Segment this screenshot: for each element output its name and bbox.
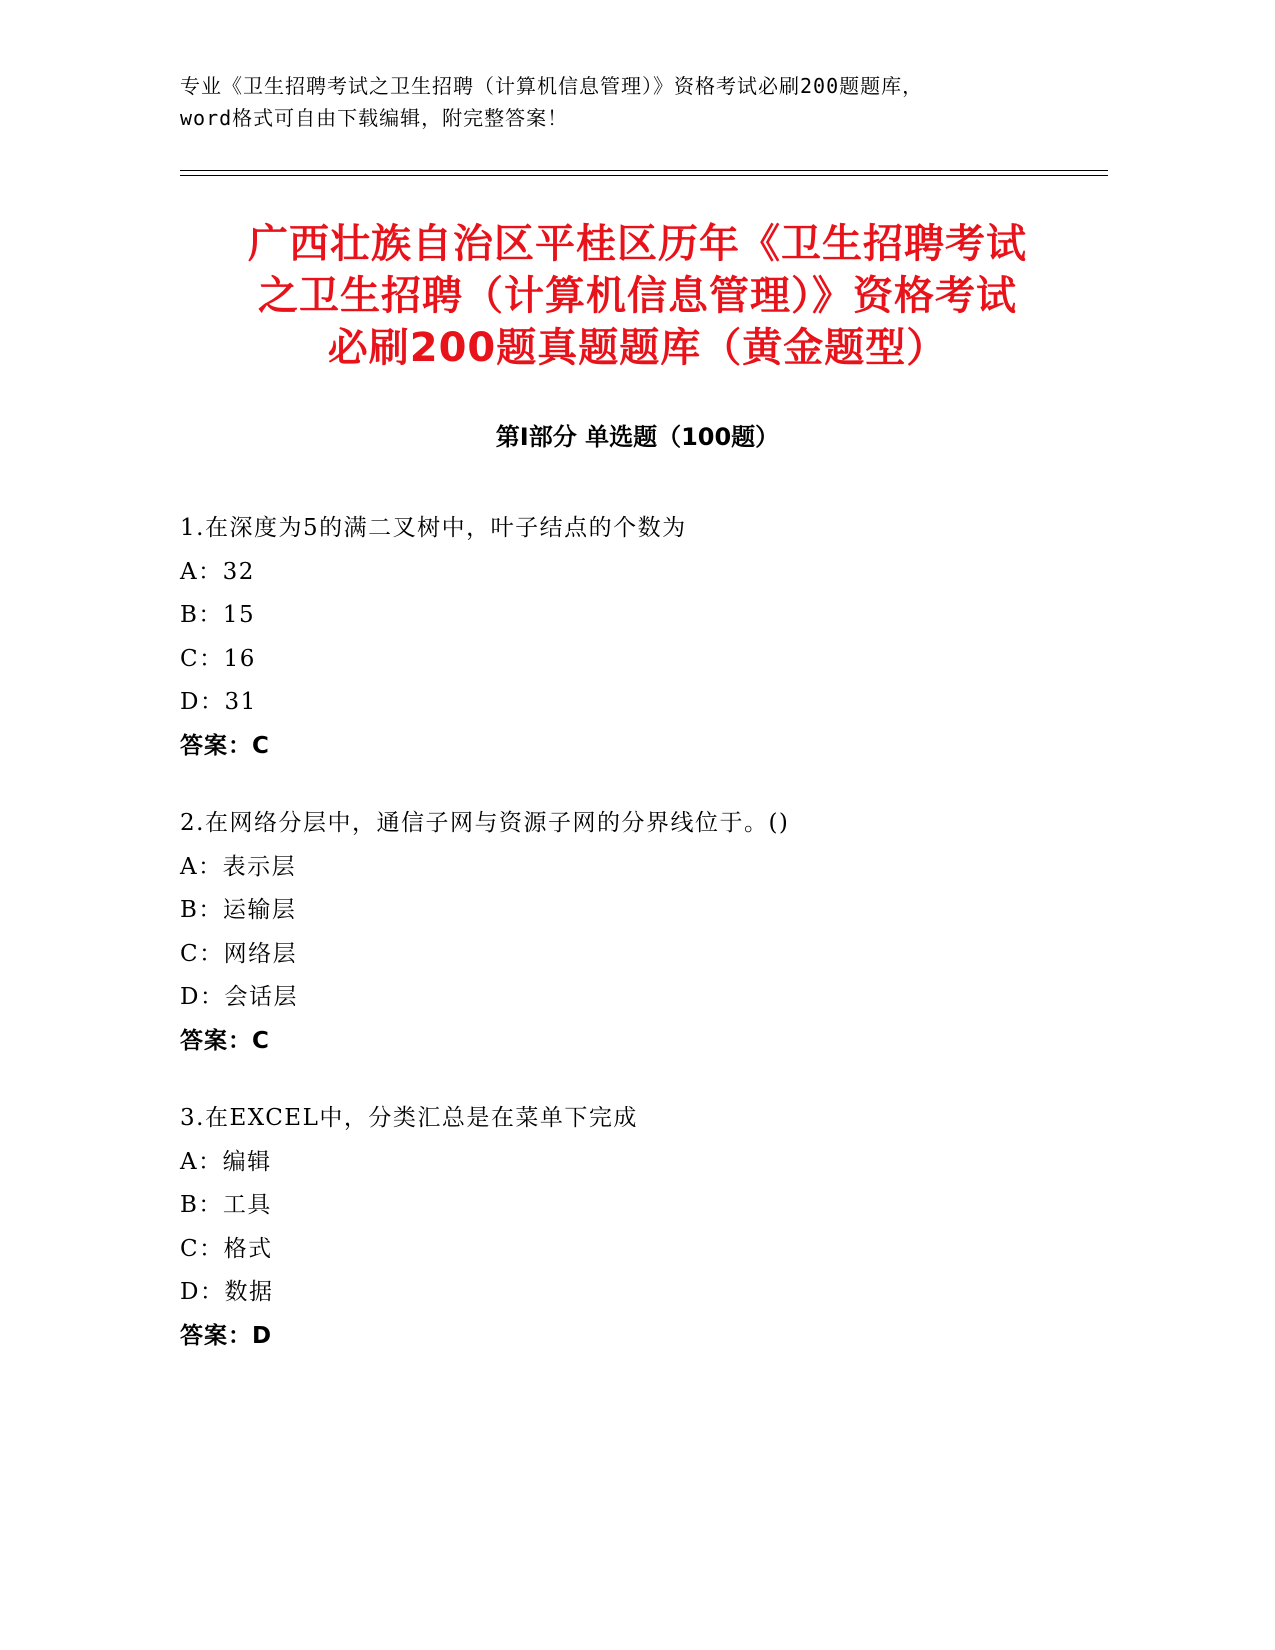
option-b: B：运输层 bbox=[180, 897, 297, 923]
answer: 答案：D bbox=[180, 1322, 273, 1349]
title-line-1: 广西壮族自治区平桂区历年《卫生招聘考试 bbox=[248, 221, 1027, 267]
option-c: C：网络层 bbox=[180, 940, 298, 967]
option-a: A：表示层 bbox=[180, 853, 297, 880]
question-list bbox=[180, 507, 1110, 1392]
question-item bbox=[180, 1097, 1110, 1358]
question-stem: 2.在网络分层中，通信子网与资源子网的分界线位于。() bbox=[180, 810, 790, 836]
option-a: A：32 bbox=[180, 558, 255, 585]
header-divider-bottom bbox=[180, 175, 1108, 176]
title-line-3: 必刷200题真题题库（黄金题型） bbox=[327, 325, 948, 371]
option-d: D：会话层 bbox=[180, 984, 298, 1010]
question-stem: 3.在EXCEL中，分类汇总是在菜单下完成 bbox=[180, 1105, 638, 1131]
header-line-2: word格式可自由下载编辑，附完整答案！ bbox=[180, 106, 569, 130]
option-b: B：工具 bbox=[180, 1192, 272, 1218]
option-d: D：31 bbox=[180, 689, 257, 715]
document-title bbox=[150, 218, 1125, 374]
option-b: B：15 bbox=[180, 602, 256, 628]
header-line-1: 专业《卫生招聘考试之卫生招聘（计算机信息管理）》资格考试必刷200题题库， bbox=[180, 74, 924, 98]
option-c: C：16 bbox=[180, 645, 256, 672]
answer: 答案：C bbox=[180, 1027, 270, 1054]
title-line-2: 之卫生招聘（计算机信息管理）》资格考试 bbox=[258, 273, 1017, 319]
question-item bbox=[180, 507, 1110, 768]
question-item bbox=[180, 802, 1110, 1063]
option-a: A：编辑 bbox=[180, 1148, 272, 1175]
document-header bbox=[180, 70, 1100, 134]
option-d: D：数据 bbox=[180, 1279, 274, 1305]
option-c: C：格式 bbox=[180, 1235, 273, 1262]
question-stem: 1.在深度为5的满二叉树中，叶子结点的个数为 bbox=[180, 515, 687, 541]
header-divider-top bbox=[180, 170, 1108, 171]
section-title: 第Ⅰ部分 单选题（100题） bbox=[495, 423, 780, 451]
answer: 答案：C bbox=[180, 732, 270, 759]
